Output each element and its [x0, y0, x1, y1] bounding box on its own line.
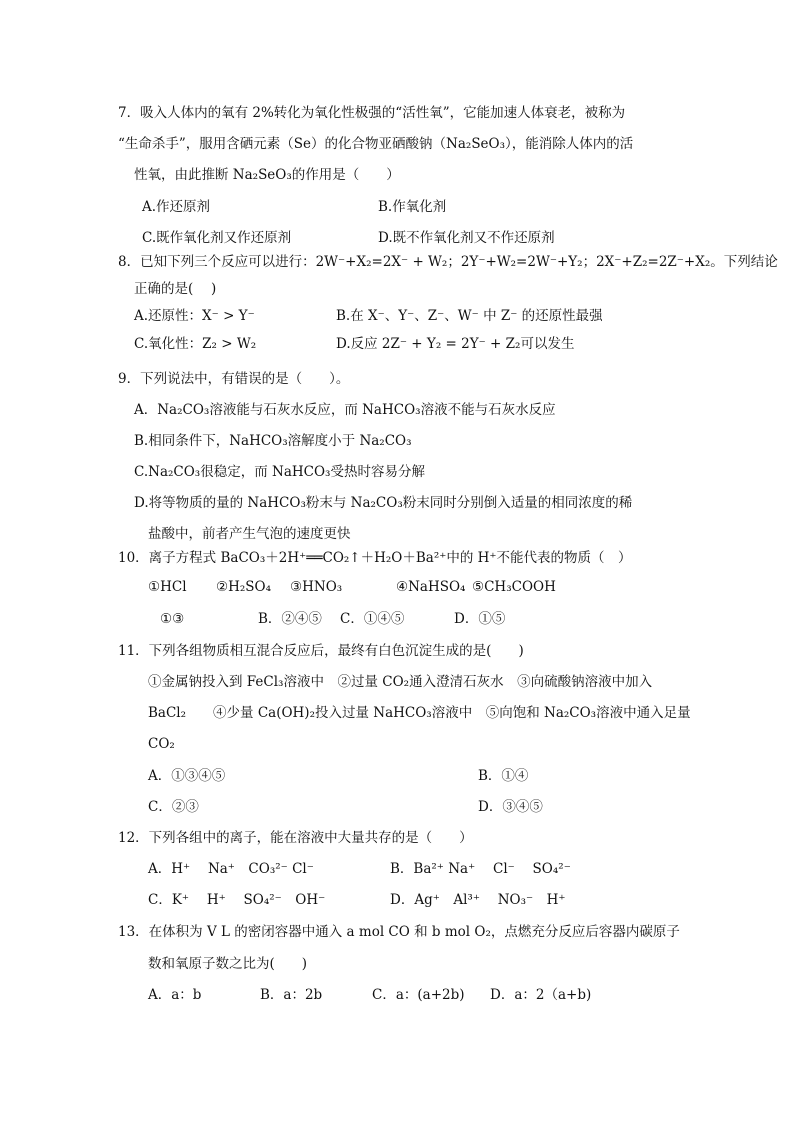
q11-stem-line-2: ①金属钠投入到 FeCl₃溶液中 ②过量 CO₂通入澄清石灰水 ③向硫酸钠溶液中加入	[148, 674, 653, 690]
q9-stem: 9．下列说法中，有错误的是（ ）。	[118, 371, 350, 387]
q12-stem: 12．下列各组中的离子，能在溶液中大量共存的是（ ）	[118, 830, 473, 846]
q8-option-b: B.在 X⁻、Y⁻、Z⁻、W⁻ 中 Z⁻ 的还原性最强	[336, 308, 603, 324]
q8-stem-line-1: 8．已知下列三个反应可以进行：2W⁻+X₂=2X⁻ + W₂；2Y⁻+W₂=2W⁻+Y₂；2X⁻+Z₂=2Z⁻+X₂。下列结论	[118, 254, 778, 270]
q9-option-d-line-2: 盐酸中，前者产生气泡的速度更快	[148, 526, 351, 542]
q11-option-b: B．①④	[478, 768, 529, 784]
q11-option-a: A．①③④⑤	[148, 768, 226, 784]
q9-option-a: A．Na₂CO₃溶液能与石灰水反应，而 NaHCO₃溶液不能与石灰水反应	[134, 402, 556, 418]
q10-option-d: D．①⑤	[454, 611, 506, 627]
q7-option-a: A.作还原剂	[142, 199, 211, 215]
q11-stem-line-3: BaCl₂ ④少量 Ca(OH)₂投入过量 NaHCO₃溶液中 ⑤向饱和 Na₂CO₃溶液中通入足量	[148, 705, 691, 721]
q7-stem-line-3: 性氧，由此推断 Na₂SeO₃的作用是（ ）	[134, 167, 400, 183]
q10-stem: 10．离子方程式 BaCO₃＋2H⁺══CO₂↑＋H₂O＋Ba²⁺中的 H⁺不能代表的物质（ ）	[118, 550, 632, 566]
q10-option-c: C．①④⑤	[340, 611, 405, 627]
q13-option-a: A．a：b	[148, 987, 202, 1003]
q9-option-d-line-1: D.将等物质的量的 NaHCO₃粉末与 Na₂CO₃粉末同时分别倒入适量的相同浓度的稀	[134, 495, 633, 511]
q11-option-d: D．③④⑤	[478, 799, 543, 815]
q10-option-b: B．②④⑤	[258, 611, 322, 627]
q10-item-2: ②H₂SO₄	[216, 579, 272, 595]
q10-item-3: ③HNO₃	[290, 579, 343, 595]
q7-stem-line-1: 7．吸入人体内的氧有 2%转化为氧化性极强的“活性氧”，它能加速人体衰老，被称为	[118, 105, 626, 121]
q8-option-c: C.氧化性：Z₂ > W₂	[134, 336, 257, 352]
q10-item-5: ⑤CH₃COOH	[472, 579, 556, 595]
q11-stem-line-4: CO₂	[148, 736, 175, 752]
q8-option-a: A.还原性：X⁻ > Y⁻	[134, 308, 255, 324]
q9-option-c: C.Na₂CO₃很稳定，而 NaHCO₃受热时容易分解	[134, 464, 425, 480]
q10-item-1: ①HCl	[148, 579, 187, 595]
q13-option-c: C．a：(a+2b)	[372, 987, 465, 1003]
q7-option-c: C.既作氧化剂又作还原剂	[142, 230, 292, 246]
q12-option-d: D．Ag⁺ Al³⁺ NO₃⁻ H⁺	[390, 892, 566, 908]
q13-stem-line-1: 13．在体积为 V L 的密闭容器中通入 a mol CO 和 b mol O₂，点燃充分反应后容器内碳原子	[118, 924, 680, 940]
q8-option-d: D.反应 2Z⁻ + Y₂ = 2Y⁻ + Z₂可以发生	[336, 336, 575, 352]
q12-option-b: B．Ba²⁺ Na⁺ Cl⁻ SO₄²⁻	[390, 861, 571, 877]
q10-item-4: ④NaHSO₄	[396, 579, 466, 595]
q8-stem-line-2: 正确的是( )	[134, 281, 217, 297]
q12-option-c: C．K⁺ H⁺ SO₄²⁻ OH⁻	[148, 892, 326, 908]
q13-stem-line-2: 数和氧原子数之比为( )	[148, 956, 308, 972]
q11-stem-line-1: 11．下列各组物质相互混合反应后，最终有白色沉淀生成的是( )	[118, 643, 524, 659]
q13-option-b: B．a：2b	[260, 987, 323, 1003]
q11-option-c: C．②③	[148, 799, 199, 815]
q9-option-b: B.相同条件下，NaHCO₃溶解度小于 Na₂CO₃	[134, 433, 412, 449]
q7-option-d: D.既不作氧化剂又不作还原剂	[378, 230, 555, 246]
q7-stem-line-2: “生命杀手”，服用含硒元素（Se）的化合物亚硒酸钠（Na₂SeO₃），能消除人体内的活	[118, 136, 634, 152]
q13-option-d: D．a：2（a+b)	[490, 987, 592, 1003]
q7-option-b: B.作氧化剂	[378, 199, 447, 215]
q10-option-a: ①③	[160, 611, 185, 627]
q12-option-a: A．H⁺ Na⁺ CO₃²⁻ Cl⁻	[148, 861, 314, 877]
